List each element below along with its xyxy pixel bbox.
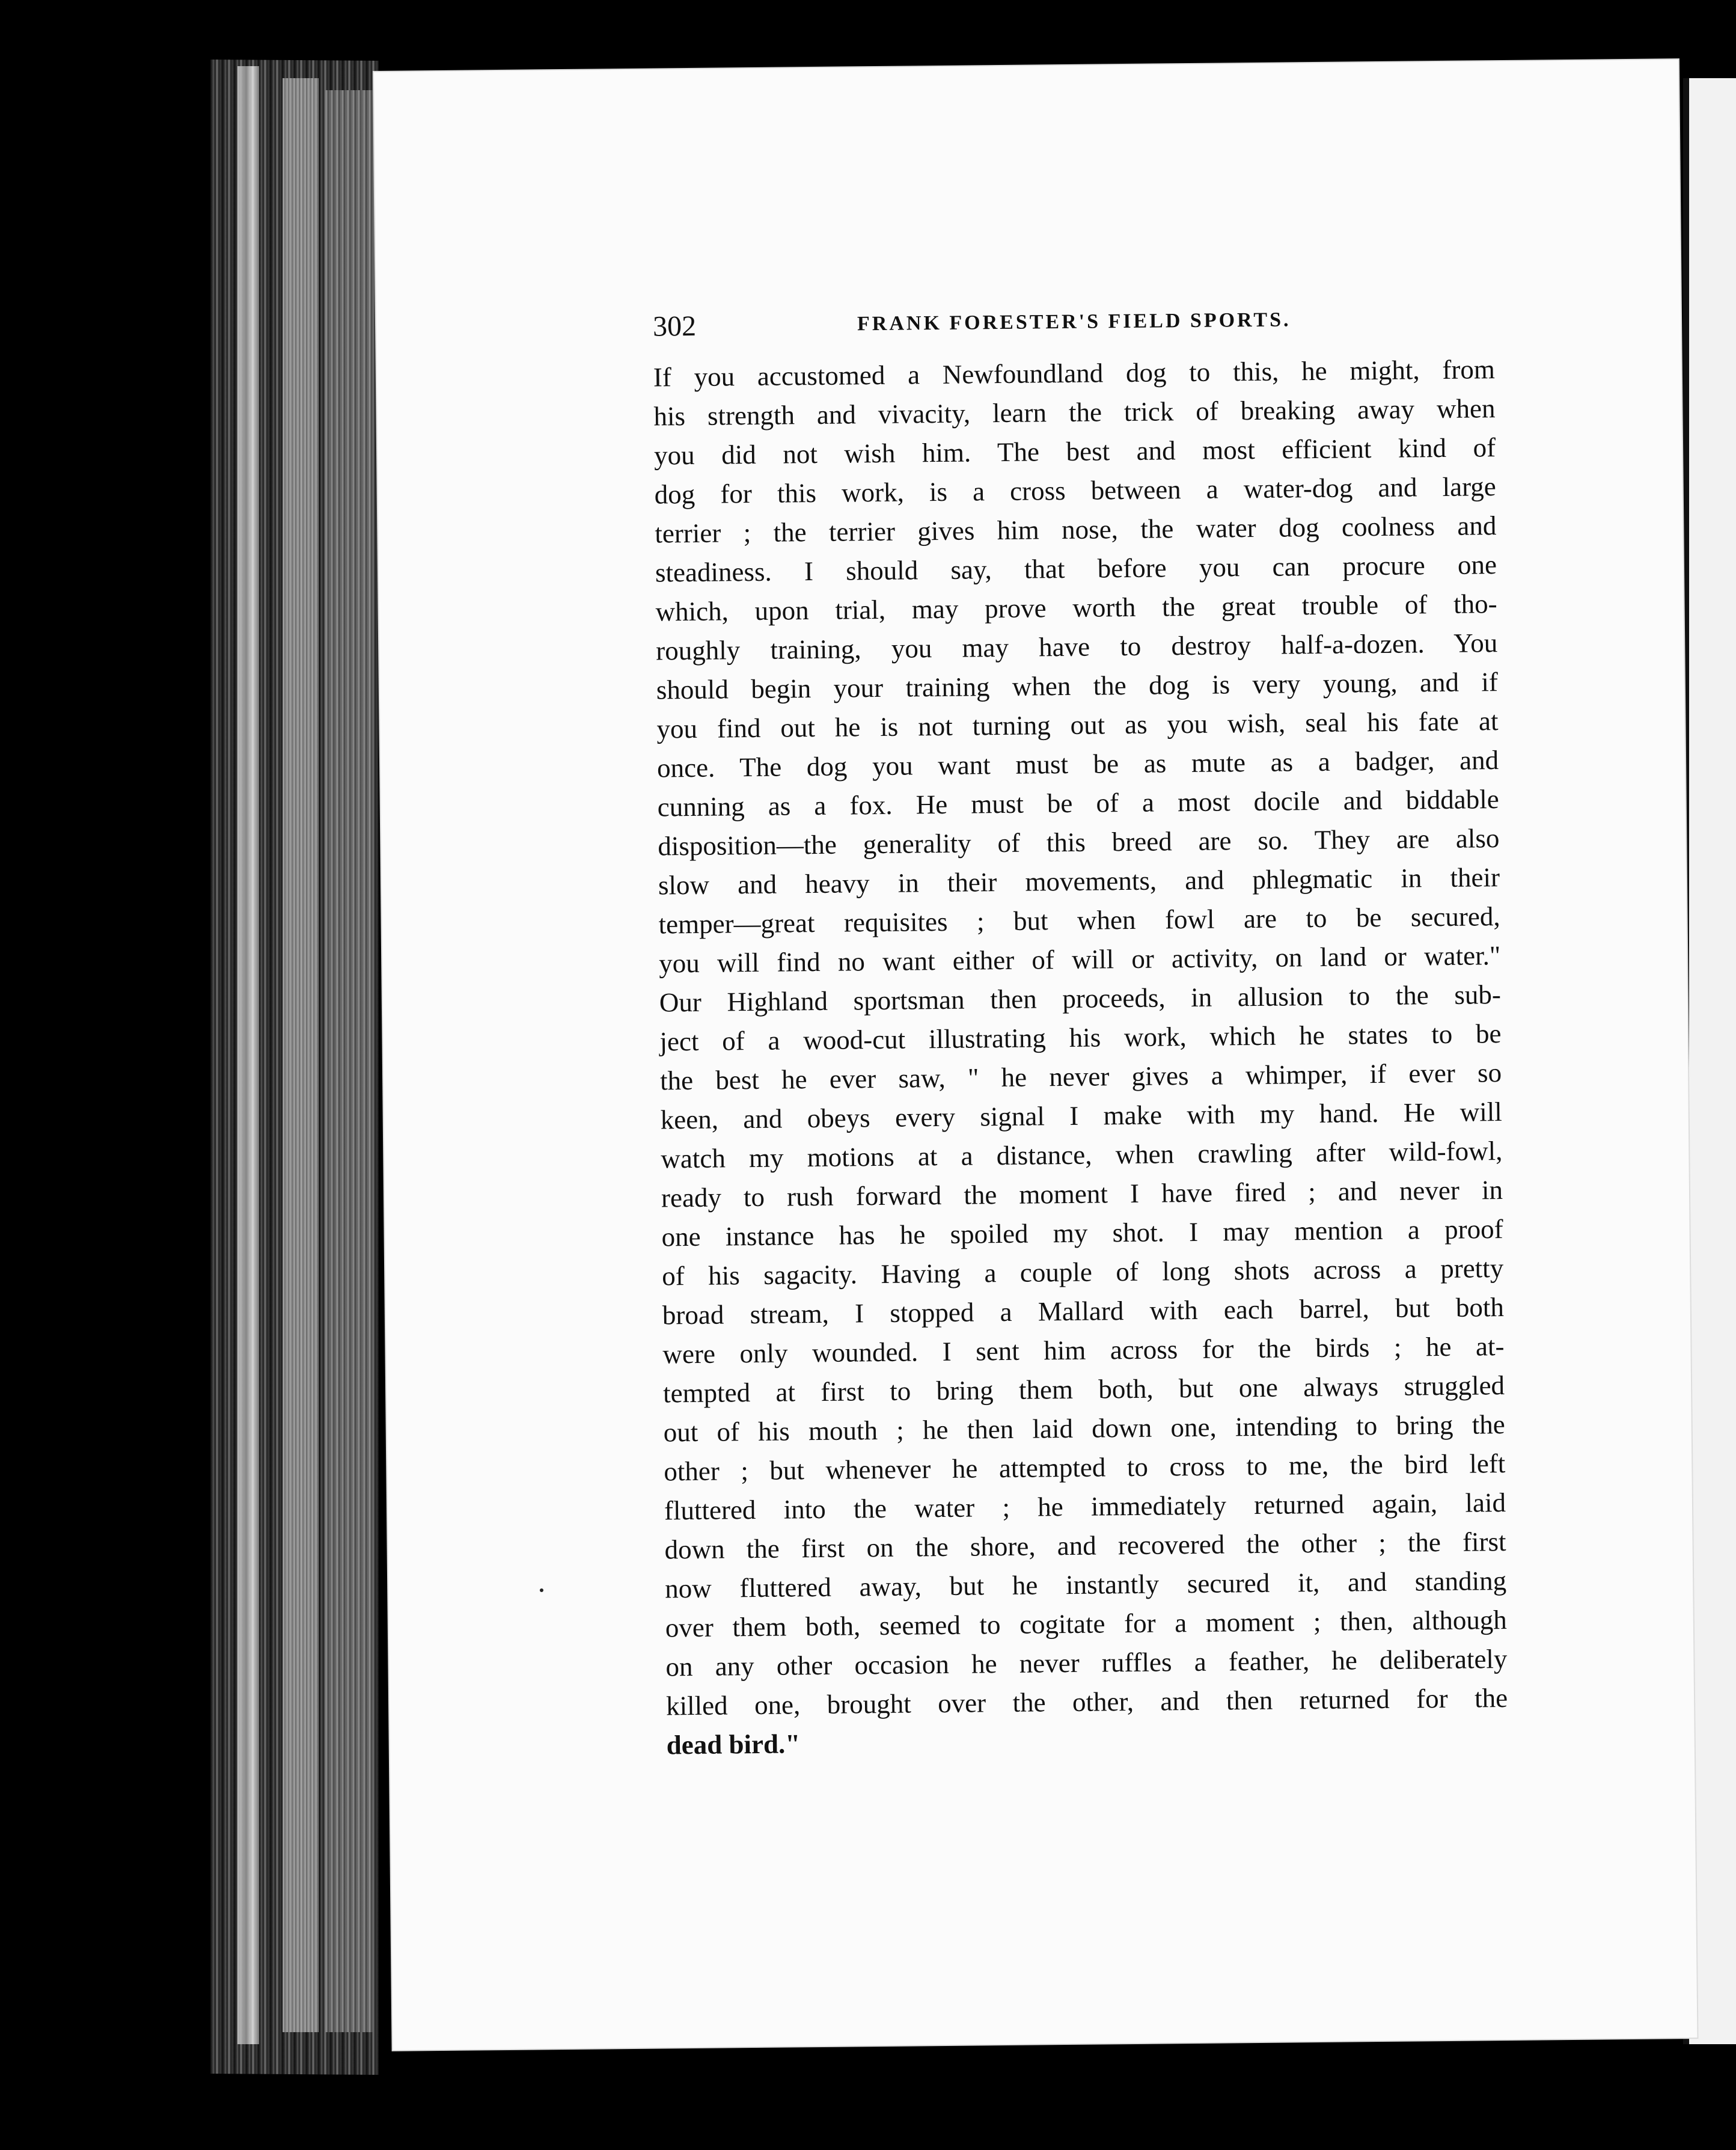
text-line: should begin your training when the dog is very young, and if: [656, 667, 1499, 705]
text-line: over them both, seemed to cogitate for a moment ; then, although: [665, 1605, 1508, 1643]
text-line: ready to rush forward the moment I have fired ; and never in: [661, 1175, 1503, 1213]
text-line: roughly training, you may have to destroy half-a-dozen. You: [656, 628, 1498, 666]
text-line-final: dead bird.": [666, 1729, 801, 1760]
text-line: you will find no want either of will or activity, on land or water.": [659, 940, 1501, 979]
text-line: temper—great requisites ; but when fowl are to be secured,: [658, 901, 1500, 940]
running-head: FRANK FORESTER'S FIELD SPORTS.: [857, 308, 1291, 335]
text-line: his strength and vivacity, learn the trick of breaking away when: [653, 393, 1496, 432]
text-line: tempted at first to bring them both, but one always struggled: [662, 1370, 1505, 1409]
page-header: [653, 302, 1447, 352]
text-line: other ; but whenever he attempted to cross to me, the bird left: [664, 1448, 1506, 1487]
page-number: 302: [652, 310, 697, 343]
text-line: Our Highland sportsman then proceeds, in allusion to the sub-: [659, 979, 1502, 1018]
body-text: [653, 350, 1508, 1765]
text-line: fluttered into the water ; he immediately returned again, laid: [664, 1487, 1506, 1526]
text-line: ject of a wood-cut illustrating his work, which he states to be: [659, 1018, 1502, 1057]
text-line: cunning as a fox. He must be of a most docile and biddable: [657, 784, 1499, 822]
text-line: you did not wish him. The best and most efficient kind of: [653, 432, 1496, 471]
text-line: on any other occasion he never ruffles a feather, he deliberately: [665, 1644, 1508, 1682]
text-line: broad stream, I stopped a Mallard with each barrel, but both: [662, 1292, 1505, 1331]
text-line: disposition—the generality of this breed are so. They are also: [658, 823, 1500, 862]
text-line: watch my motions at a distance, when crawling after wild-fowl,: [661, 1136, 1503, 1174]
text-line: which, upon trial, may prove worth the great trouble of tho-: [655, 589, 1497, 627]
text-line: down the first on the shore, and recovered the other ; the first: [664, 1527, 1506, 1565]
text-line: If you accustomed a Newfoundland dog to this, he might, from: [653, 354, 1496, 393]
text-line: of his sagacity. Having a couple of long shots across a pretty: [662, 1253, 1504, 1291]
text-line: dog for this work, is a cross between a water-dog and large: [654, 471, 1496, 510]
page-edges-highlight: [237, 66, 259, 2044]
text-line: keen, and obeys every signal I make with my hand. He will: [660, 1097, 1502, 1135]
text-line: terrier ; the terrier gives him nose, the water dog coolness and: [655, 510, 1497, 549]
page-edges-highlight: [325, 90, 373, 2032]
scan-speck: [540, 1588, 543, 1592]
text-line: slow and heavy in their movements, and phlegmatic in their: [658, 862, 1500, 901]
text-line: killed one, brought over the other, and then returned for the: [665, 1683, 1508, 1721]
text-line: you find out he is not turning out as you wish, seal his fate at: [656, 706, 1499, 744]
text-line: steadiness. I should say, that before you can procure one: [655, 550, 1497, 588]
book-page: [374, 60, 1697, 2050]
text-line: were only wounded. I sent him across for the birds ; he at-: [662, 1331, 1505, 1370]
text-line: the best he ever saw, " he never gives a whimper, if ever so: [659, 1058, 1502, 1096]
text-line: one instance has he spoiled my shot. I may mention a proof: [661, 1214, 1503, 1252]
page-edges-highlight: [283, 78, 319, 2032]
text-line: once. The dog you want must be as mute as a badger, and: [656, 745, 1499, 783]
text-line: now fluttered away, but he instantly secured it, and standing: [664, 1566, 1507, 1604]
text-line: out of his mouth ; he then laid down one, intending to bring the: [663, 1409, 1505, 1448]
